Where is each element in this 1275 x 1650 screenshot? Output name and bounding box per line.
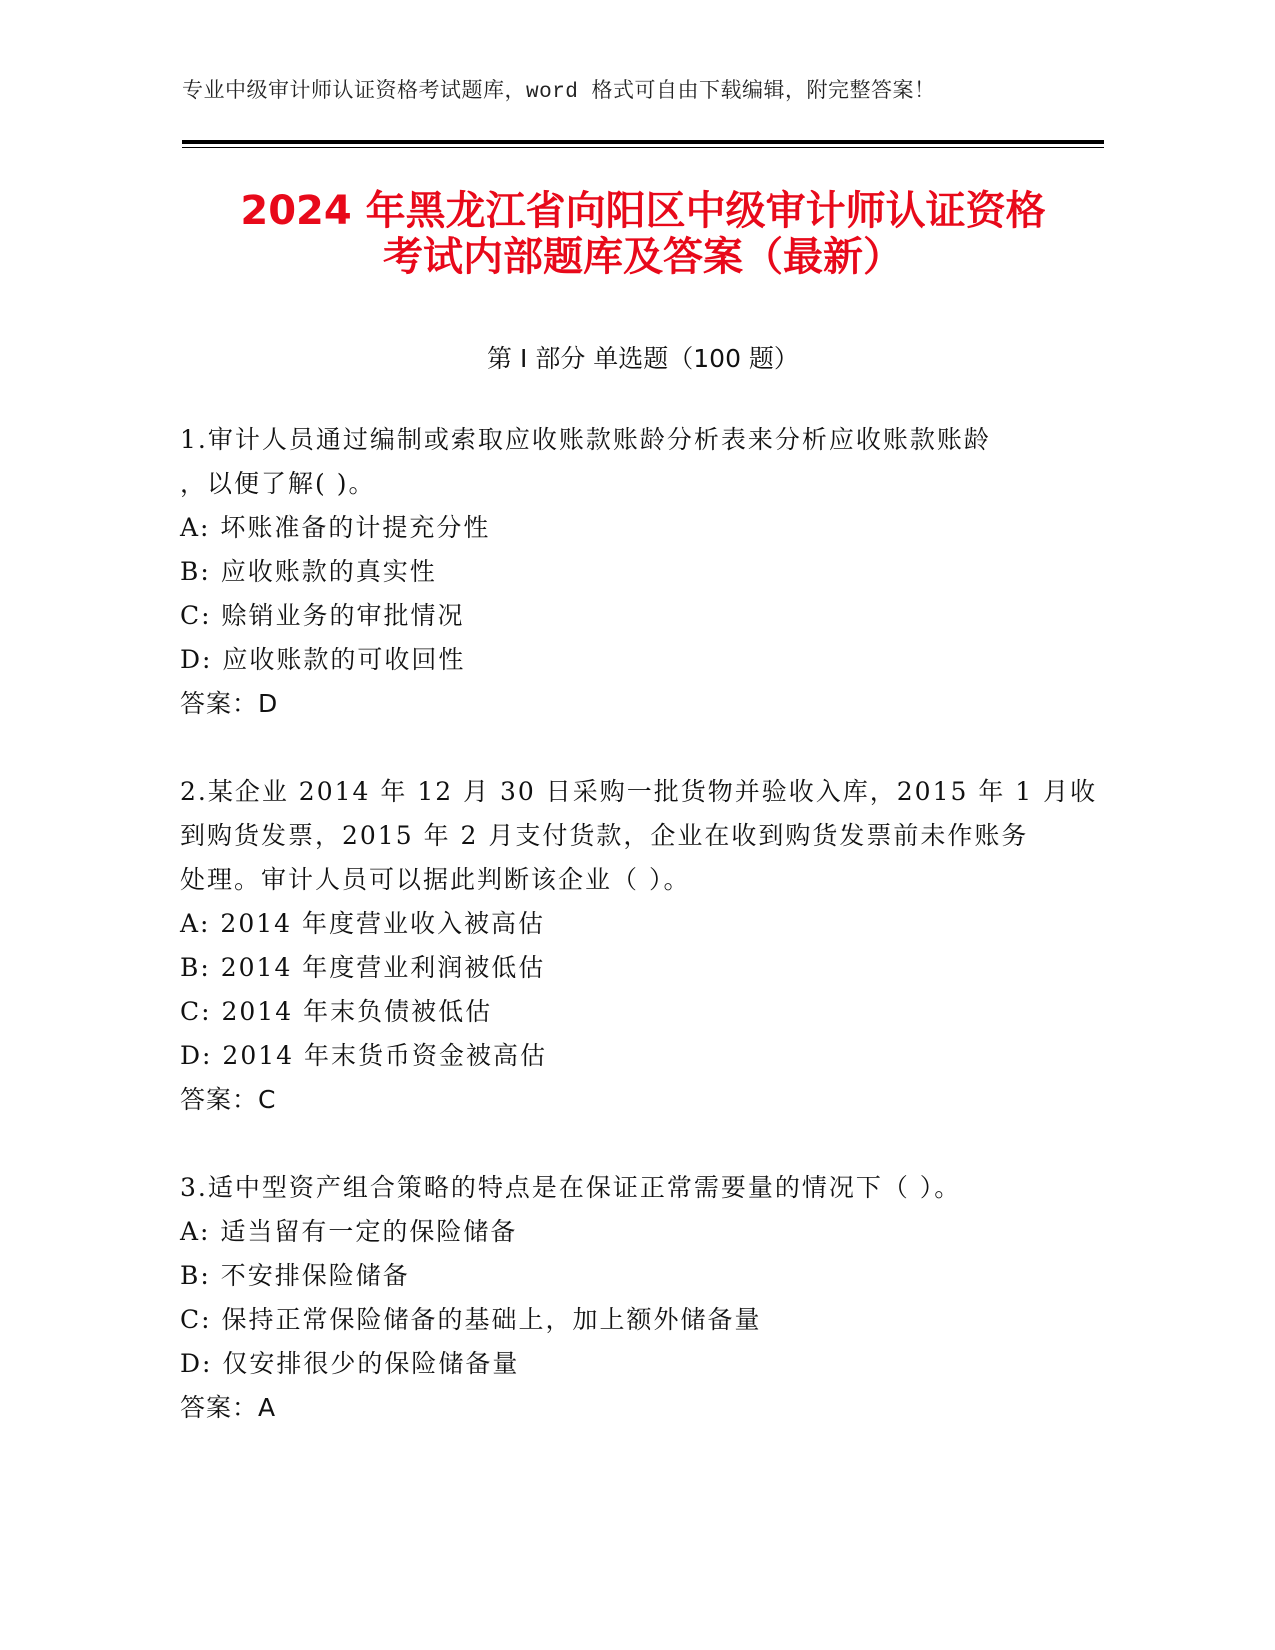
question-text-line: 1.审计人员通过编制或索取应收账款账龄分析表来分析应收账款账龄 bbox=[180, 425, 991, 454]
question-2 bbox=[180, 770, 1098, 1122]
option-d: D: 应收账款的可收回性 bbox=[180, 645, 466, 674]
header-note: 专业中级审计师认证资格考试题库，word 格式可自由下载编辑，附完整答案！ bbox=[182, 81, 936, 104]
option-a: A: 2014 年度营业收入被高估 bbox=[180, 909, 545, 938]
document-title-line-1: 2024 年黑龙江省向阳区中级审计师认证资格 bbox=[240, 188, 1046, 234]
question-3 bbox=[180, 1166, 1040, 1430]
document-title bbox=[182, 188, 1104, 280]
header-divider-thin bbox=[182, 147, 1104, 148]
option-c: C: 保持正常保险储备的基础上，加上额外储备量 bbox=[180, 1305, 762, 1334]
document-title-line-2: 考试内部题库及答案（最新） bbox=[383, 234, 903, 280]
answer: 答案：A bbox=[180, 1393, 277, 1422]
question-text-line: ，以便了解( )。 bbox=[180, 469, 376, 498]
option-a: A: 适当留有一定的保险储备 bbox=[180, 1217, 518, 1246]
option-d: D: 2014 年末货币资金被高估 bbox=[180, 1041, 547, 1070]
option-d: D: 仅安排很少的保险储备量 bbox=[180, 1349, 520, 1378]
question-list bbox=[180, 418, 1098, 1474]
option-c: C: 2014 年末负债被低估 bbox=[180, 997, 493, 1026]
question-text-line: 处理。审计人员可以据此判断该企业（ ）。 bbox=[180, 865, 691, 894]
option-a: A: 坏账准备的计提充分性 bbox=[180, 513, 491, 542]
option-b: B: 2014 年度营业利润被低估 bbox=[180, 953, 546, 982]
question-1 bbox=[180, 418, 1040, 726]
question-text-line: 到购货发票，2015 年 2 月支付货款，企业在收到购货发票前未作账务 bbox=[180, 821, 1029, 850]
question-text-line: 3.适中型资产组合策略的特点是在保证正常需要量的情况下（ ）。 bbox=[180, 1173, 962, 1202]
section-heading: 第 I 部分 单选题（100 题） bbox=[487, 344, 799, 373]
answer: 答案：C bbox=[180, 1085, 277, 1114]
option-b: B: 不安排保险储备 bbox=[180, 1261, 410, 1290]
option-b: B: 应收账款的真实性 bbox=[180, 557, 437, 586]
option-c: C: 赊销业务的审批情况 bbox=[180, 601, 465, 630]
header-divider-thick bbox=[182, 140, 1104, 144]
question-text-line: 2.某企业 2014 年 12 月 30 日采购一批货物并验收入库，2015 年 1 月收 bbox=[180, 777, 1098, 806]
answer: 答案：D bbox=[180, 689, 279, 718]
